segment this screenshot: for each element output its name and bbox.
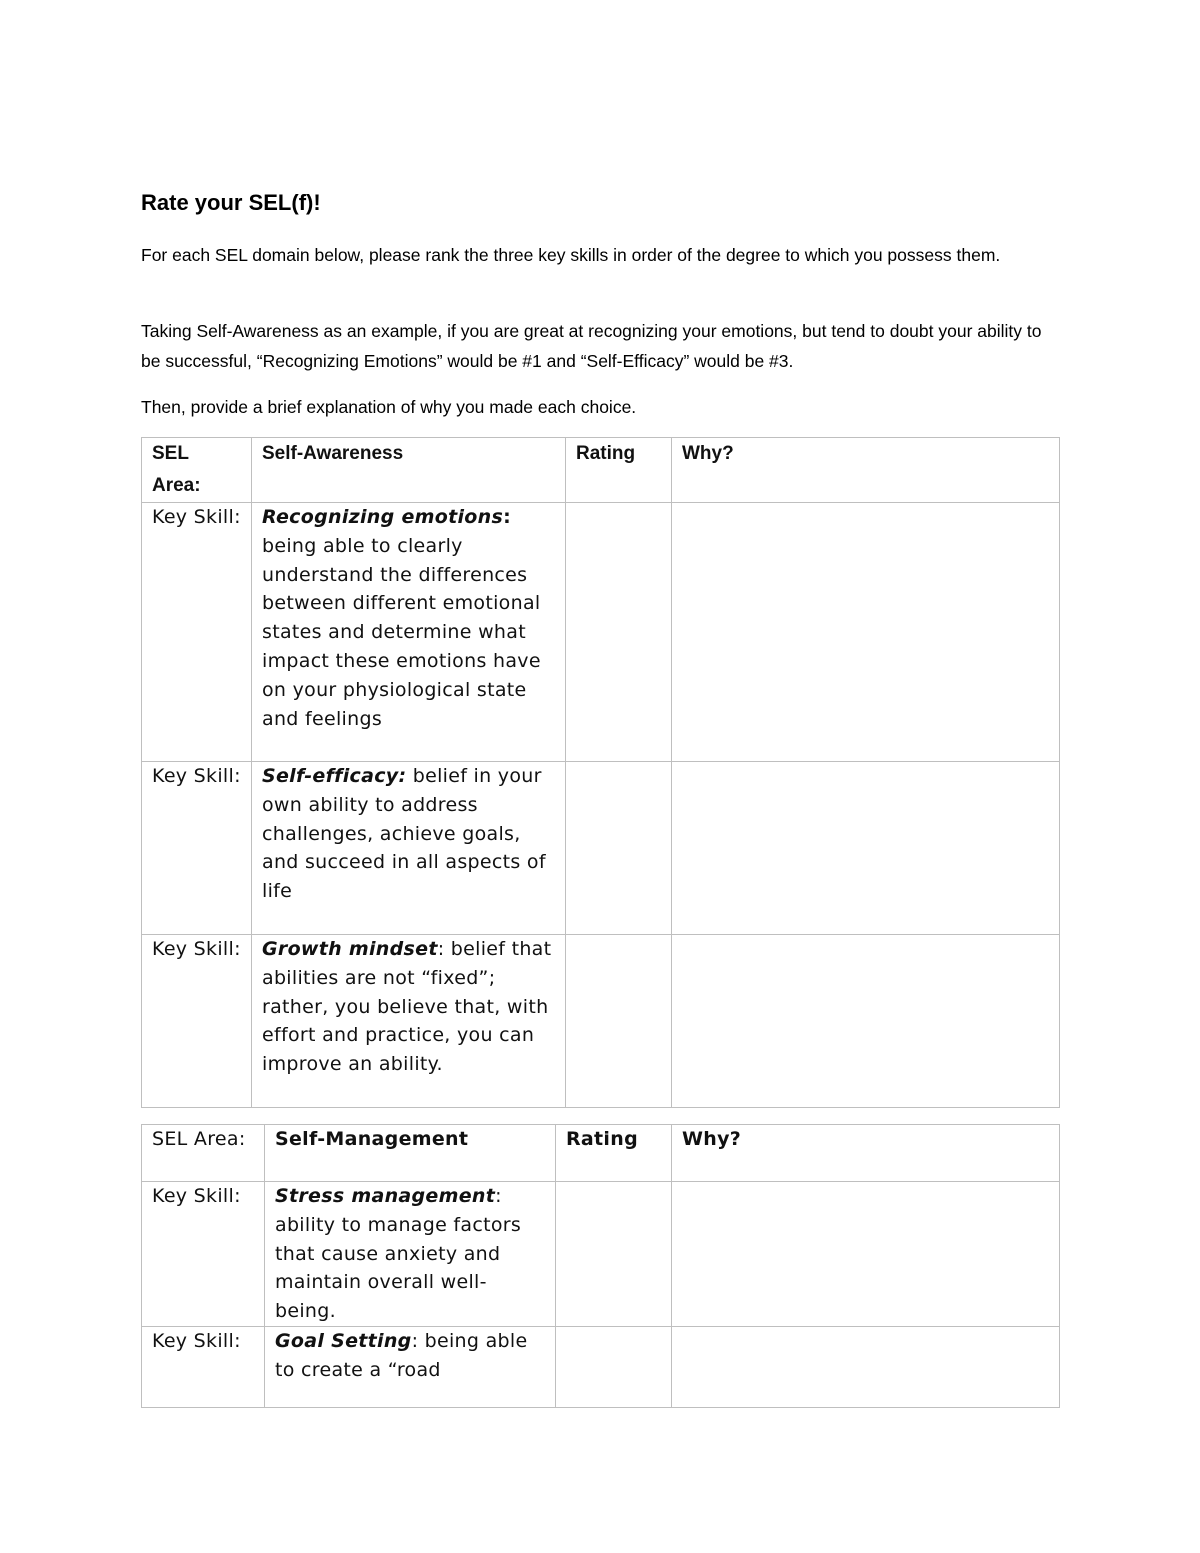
skill-name: Growth mindset: [262, 938, 438, 960]
sel-area-name: Self-Management: [265, 1125, 556, 1182]
why-header: Why?: [672, 1125, 1060, 1182]
key-skill-label: Key Skill:: [142, 762, 252, 935]
key-skill-cell: [252, 935, 566, 1108]
rating-cell[interactable]: [566, 762, 672, 935]
key-skill-label: Key Skill:: [142, 1327, 265, 1408]
key-skill-cell: [252, 762, 566, 935]
table-row: [142, 503, 1060, 762]
table-header-row: [142, 438, 1060, 503]
table-row: [142, 935, 1060, 1108]
table-row: [142, 1327, 1060, 1408]
document-title: Rate your SEL(f)!: [141, 190, 321, 215]
skill-description: being able to create a “road: [275, 1330, 528, 1381]
skill-description: ability to manage factors that cause anxiety and maintain overall well-being.: [275, 1213, 522, 1323]
rating-cell[interactable]: [566, 935, 672, 1108]
skill-name: Self-efficacy:: [262, 765, 407, 787]
instructions-paragraph: For each SEL domain below, please rank the three key skills in order of the degree to which you possess them.: [141, 245, 1001, 265]
why-cell[interactable]: [672, 1327, 1060, 1408]
sel-area-label: SEL Area:: [142, 1125, 265, 1182]
sel-area-name: Self-Awareness: [252, 438, 566, 503]
rating-header: Rating: [556, 1125, 672, 1182]
key-skill-cell: [265, 1182, 556, 1327]
rating-cell[interactable]: [556, 1327, 672, 1408]
why-header: Why?: [672, 438, 1060, 503]
key-skill-label: Key Skill:: [142, 1182, 265, 1327]
self-management-table: [141, 1124, 1060, 1408]
example-paragraph: Taking Self-Awareness as an example, if you are great at recognizing your emotions, but tend to doubt your ability to be successful, “Recognizing Emotions” would be #1 and “Self-Efficacy” would be #3.: [141, 321, 1042, 371]
rating-header: Rating: [566, 438, 672, 503]
skill-separator: :: [437, 938, 445, 960]
key-skill-label: Key Skill:: [142, 935, 252, 1108]
why-cell[interactable]: [672, 762, 1060, 935]
skill-description: belief that abilities are not “fixed”; rather, you believe that, with effort and practice, you can improve an ability.: [262, 938, 552, 1076]
table-row: [142, 762, 1060, 935]
why-cell[interactable]: [672, 1182, 1060, 1327]
explanation-paragraph: Then, provide a brief explanation of why you made each choice.: [141, 397, 637, 417]
table-header-row: [142, 1125, 1060, 1182]
self-awareness-table: [141, 437, 1060, 1108]
key-skill-label: Key Skill:: [142, 503, 252, 762]
skill-name: Goal Setting: [275, 1330, 412, 1352]
skill-name: Recognizing emotions: [262, 506, 504, 528]
skill-separator: :: [495, 1185, 502, 1207]
skill-separator: :: [503, 506, 511, 528]
why-cell[interactable]: [672, 503, 1060, 762]
rating-cell[interactable]: [556, 1182, 672, 1327]
key-skill-cell: [265, 1327, 556, 1408]
key-skill-cell: [252, 503, 566, 762]
table-row: [142, 1182, 1060, 1327]
skill-description: belief in your own ability to address challenges, achieve goals, and succeed in all aspects of life: [262, 765, 546, 903]
why-cell[interactable]: [672, 935, 1060, 1108]
skill-name: Stress management: [275, 1185, 496, 1207]
rating-cell[interactable]: [566, 503, 672, 762]
skill-description: being able to clearly understand the differences between different emotional states and determine what impact these emotions have on your physiological state and feelings: [262, 534, 541, 730]
skill-separator: :: [411, 1330, 419, 1352]
sel-area-label: SEL Area:: [142, 438, 252, 503]
